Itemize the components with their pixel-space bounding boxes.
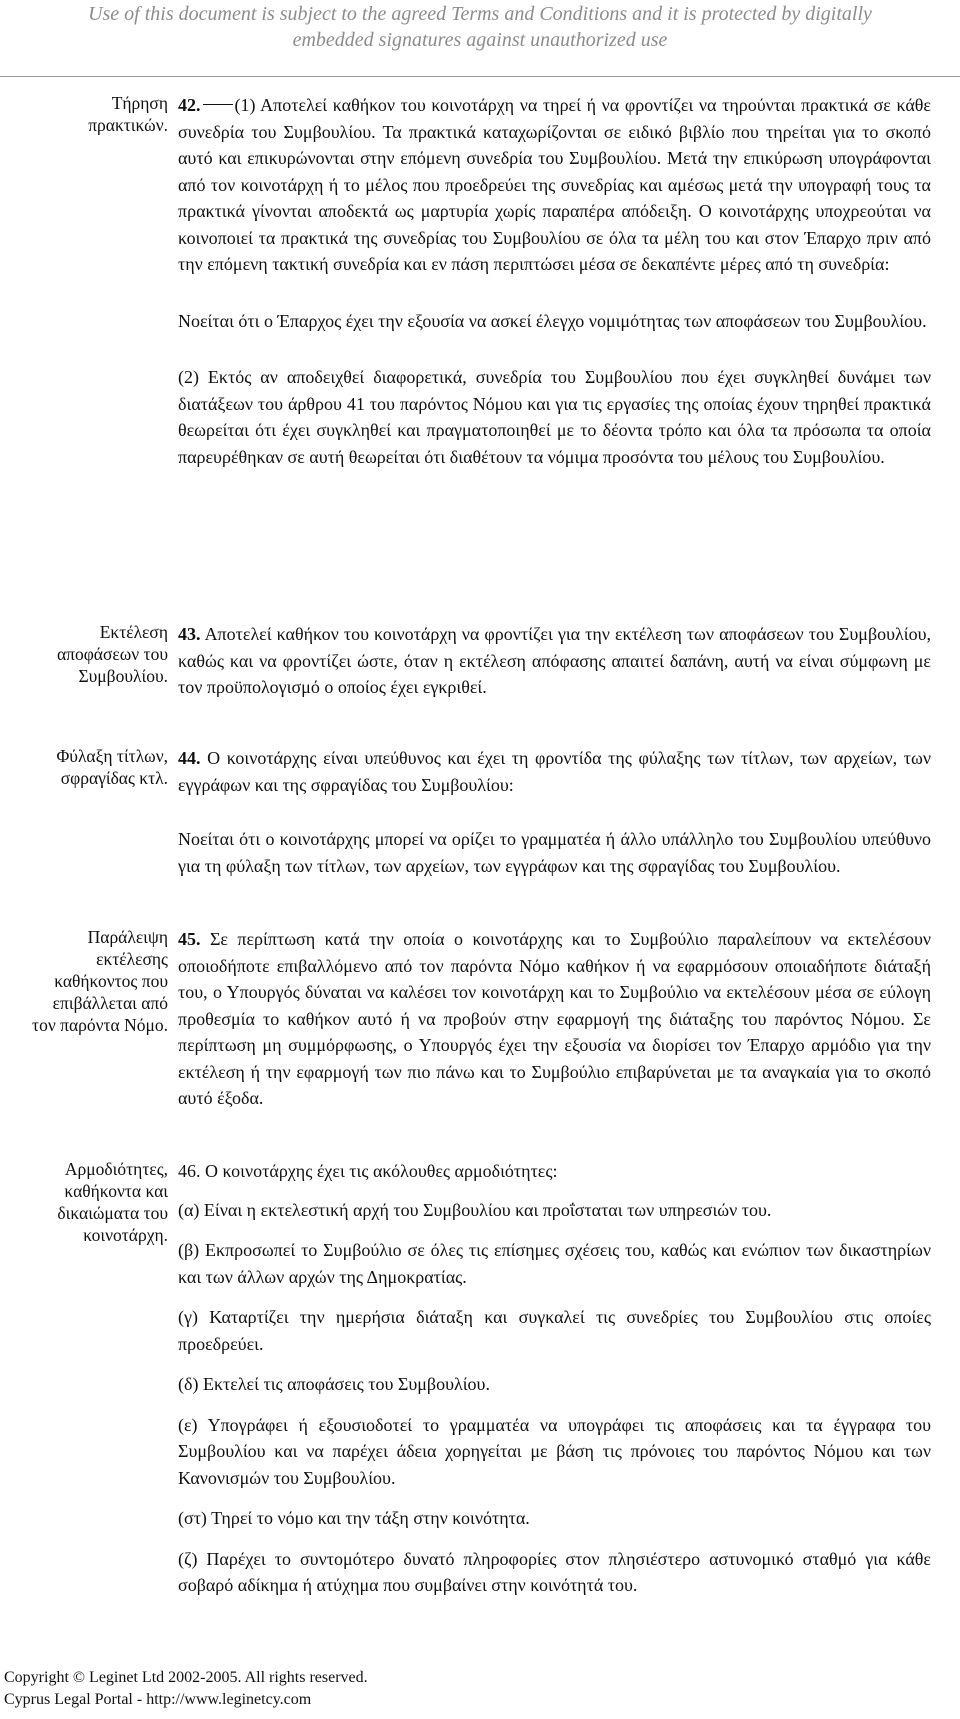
- paragraph-text: Ο κοινοτάρχης είναι υπεύθυνος και έχει τη φροντίδα της φύλαξης των τίτλων, των αρχείων, των εγγράφων και της σφραγίδας του Συμβουλίου:: [178, 748, 932, 795]
- header-divider: [0, 76, 960, 77]
- margin-note-45: Παράλειψη εκτέλεσης καθήκοντος που επιβάλλεται από τον παρόντα Νόμο.: [32, 927, 168, 1035]
- list-item-b: (β) Εκπροσωπεί το Συμβούλιο σε όλες τις επίσημες σχέσεις του, καθώς και ενώπιον των δικαστηρίων και των άλλων αρχών της Δημοκρατίας.: [178, 1240, 931, 1287]
- section-body-45: [178, 926, 931, 1126]
- paragraph-text: Αποτελεί καθήκον του κοινοτάρχη να φροντίζει για την εκτέλεση των αποφάσεων του Συμβουλίου, καθώς και να φροντίζει ώστε, όταν η εκτέλεση απόφασης απαιτεί δαπάνη, αυτή να είναι σύμφωνη με τον προϋπολογισμό ο οποίος έχει εγκριθεί.: [178, 624, 931, 697]
- paragraph-text: (1) Αποτελεί καθήκον του κοινοτάρχη να τηρεί ή να φροντίζει να τηρούνται πρακτικά σε κάθε συνεδρία του Συμβουλίου. Τα πρακτικά καταχωρίζονται σε ειδικό βιβλίο που τηρείται για το σκοπό αυτό και επικυρώνονται στην επόμενη συνεδρία του Συμβουλίου. Μετά την επικύρωση υπογράφονται από τον κοινοτάρχη ή το μέλος που προεδρεύει της συνεδρίας και αμέσως μετά την υπογραφή τους τα πρακτικά γίνονται αποδεκτά ως μαρτυρία χωρίς παραπέρα απόδειξη. Ο κοινοτάρχης υποχρεούται να κοινοποιεί τα πρακτικά της συνεδρίας του Συμβουλίου σε όλα τα μέλη του και στον Έπαρχο πριν από την επόμενη τακτική συνεδρία και εν πάση περιπτώσει μέσα σε δεκαπέντε μέρες από τη συνεδρία:: [178, 95, 931, 274]
- section-body-42: [178, 92, 931, 484]
- paragraph-42-2: (2) Εκτός αν αποδειχθεί διαφορετικά, συνεδρία του Συμβουλίου που έχει συγκληθεί δυνάμει των διατάξεων του άρθρου 41 του παρόντος Νόμου και για τις εργασίες της οποίας έχουν τηρηθεί πρακτικά θεωρείται ότι έχει συγκληθεί και πραγματοποιηθεί με το δέοντα τρόπο και όλα τα πρόσωπα τα οποία παρευρέθηκαν σε αυτή θεωρείται ότι διαθέτουν τα νόμιμα προσόντα του μέλους του Συμβουλίου.: [178, 367, 931, 467]
- list-item-d: (δ) Εκτελεί τις αποφάσεις του Συμβουλίου.: [178, 1374, 490, 1394]
- list-item-a: (α) Είναι η εκτελεστική αρχή του Συμβουλίου και προΐσταται των υπηρεσιών του.: [178, 1199, 772, 1220]
- em-dash: [203, 104, 233, 105]
- copyright-line: Copyright © Leginet Ltd 2002-2005. All rights reserved.: [4, 1669, 368, 1686]
- header-line-1: Use of this document is subject to the agreed Terms and Conditions and it is protected by digitally: [88, 3, 872, 25]
- paragraph-42-proviso: Νοείται ότι ο Έπαρχος έχει την εξουσία να ασκεί έλεγχο νομιμότητας των αποφάσεων του Συμβουλίου.: [178, 310, 927, 331]
- section-body-46: [178, 1158, 931, 1599]
- header-line-2: embedded signatures against unauthorized use: [292, 29, 668, 51]
- section-number-45: 45.: [178, 929, 201, 949]
- portal-line: Cyprus Legal Portal - http://www.leginetcy.com: [4, 1691, 312, 1708]
- paragraph-45-1: [178, 926, 931, 1112]
- margin-note-42: Τήρηση πρακτικών.: [88, 93, 168, 135]
- paragraph-43-1: [178, 621, 931, 701]
- margin-note-44: Φύλαξη τίτλων, σφραγίδας κτλ.: [56, 746, 168, 788]
- list-item-c: (γ) Καταρτίζει την ημερήσια διάταξη και συγκαλεί τις συνεδρίες του Συμβουλίου στις οποίες προεδρεύει.: [178, 1307, 931, 1354]
- paragraph-42-1: [178, 92, 931, 278]
- list-item-e: (ε) Υπογράφει ή εξουσιοδοτεί το γραμματέα να υπογράφει τις αποφάσεις και τα έγγραφα του Συμβουλίου και να παρέχει άδεια χορηγείται με βάση τις πρόνοιες του παρόντος Νόμου και των Κανονισμών του Συμβουλίου.: [178, 1414, 931, 1488]
- paragraph-text: Σε περίπτωση κατά την οποία ο κοινοτάρχης και το Συμβούλιο παραλείπουν να εκτελέσουν οποιοδήποτε επιβαλλόμενο από τον παρόντα Νόμο καθήκον ή να εφαρμόσουν οποιαδήποτε διάταξή του, ο Υπουργός δύναται να καλέσει τον κοινοτάρχη και το Συμβούλιο να εκτελέσουν μέσα σε εύλογη προθεσμία το καθήκον αυτό ή να προβούν στην εφαρμογή της διάταξης του παρόντος Νόμου. Σε περίπτωση μη συμμόρφωσης, ο Υπουργός έχει την εξουσία να διορίσει τον Έπαρχο αρμόδιο για την εκτέλεση ή την εφαρμογή των πιο πάνω και το Συμβούλιο επιβαρύνεται με τα αναγκαία για το σκοπό αυτό έξοδα.: [178, 929, 932, 1108]
- margin-note-43: Εκτέλεση αποφάσεων του Συμβουλίου.: [56, 622, 168, 686]
- list-item-z: (ζ) Παρέχει το συντομότερο δυνατό πληροφορίες στον πλησιέστερο αστυνομικό σταθμό για κάθε σοβαρό αδίκημα ή ατύχημα που συμβαίνει στην κοινότητά του.: [178, 1548, 931, 1595]
- paragraph-44-proviso: Νοείται ότι ο κοινοτάρχης μπορεί να ορίζει το γραμματέα ή άλλο υπάλληλο του Συμβουλίου υπεύθυνο για τη φύλαξη των τίτλων, των αρχείων, των εγγράφων και της σφραγίδας του Συμβουλίου.: [178, 829, 931, 876]
- section-number-43: 43.: [178, 624, 201, 644]
- section-body-43: [178, 621, 931, 715]
- paragraph-44-1: [178, 745, 931, 798]
- section-number-42: 42.: [178, 95, 201, 115]
- section-number-44: 44.: [178, 748, 201, 768]
- margin-note-46: Αρμοδιότητες, καθήκοντα και δικαιώματα του κοινοτάρχη.: [57, 1159, 168, 1245]
- document-header: [0, 0, 960, 76]
- paragraph-text: Ο κοινοτάρχης έχει τις ακόλουθες αρμοδιότητες:: [205, 1161, 558, 1181]
- section-number-46: 46.: [178, 1161, 201, 1181]
- list-item-st: (στ) Τηρεί το νόμο και την τάξη στην κοινότητα.: [178, 1508, 530, 1528]
- section-body-44: [178, 745, 931, 893]
- paragraph-46-intro: [178, 1158, 931, 1185]
- document-footer: [4, 1667, 704, 1711]
